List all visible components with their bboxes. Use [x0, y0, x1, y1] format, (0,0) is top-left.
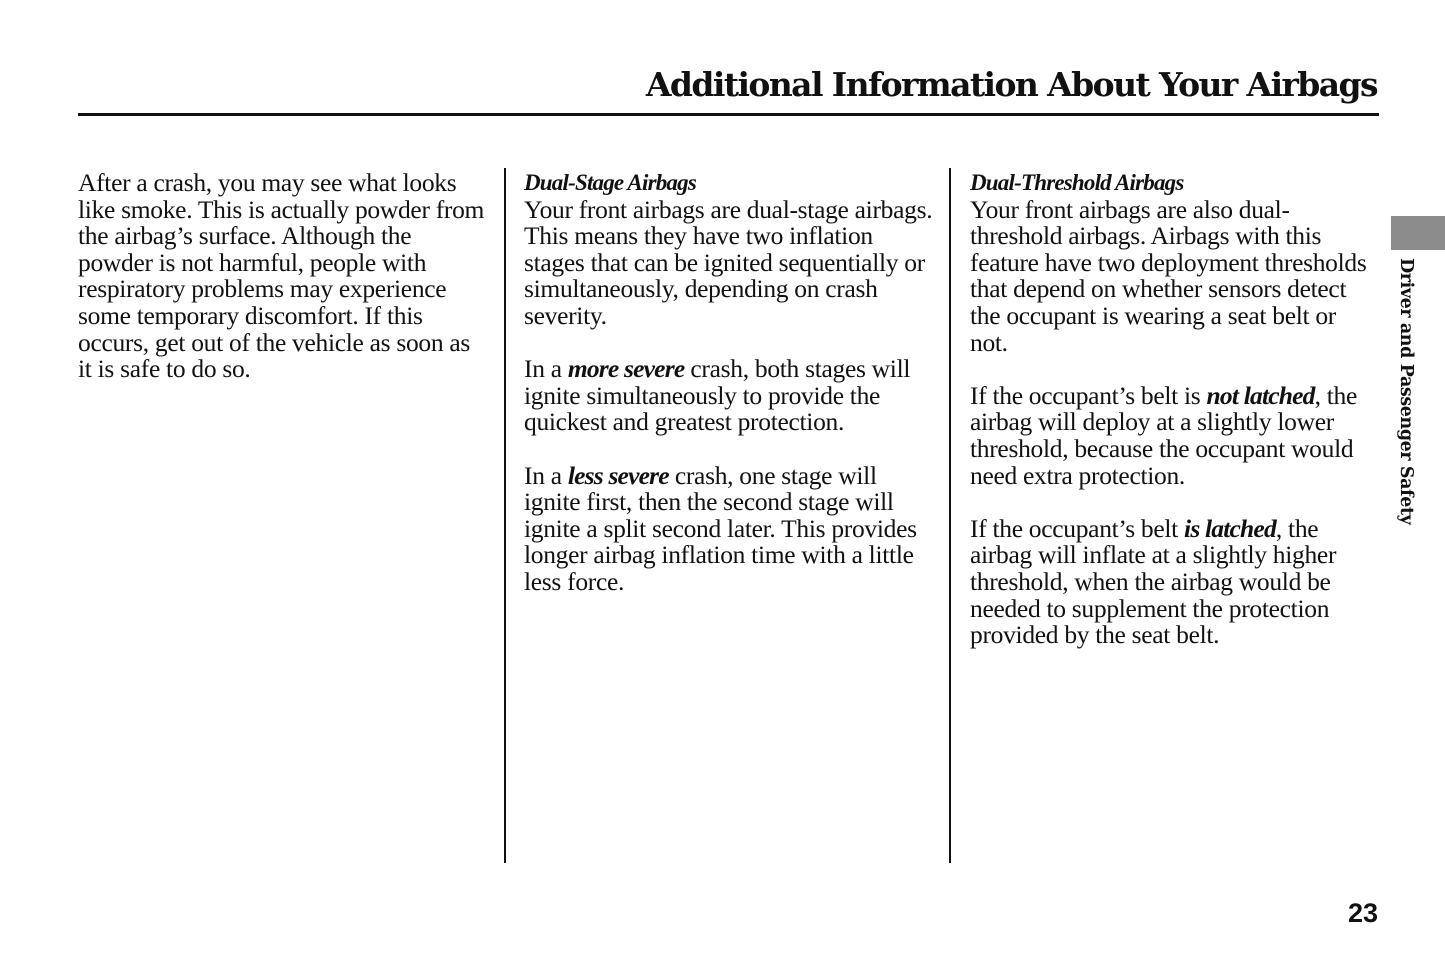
after-crash-paragraph: After a crash, you may see what looks like smoke. This is actually powder from the airbag’s surface. Although the powder is not harmful, people with respiratory problems may experience some temporary discomfort. If this occurs, get out of the vehicle as soon as it is safe to do so. — [78, 168, 485, 384]
dual-stage-heading: Dual-Stage Airbags — [524, 170, 696, 195]
more-severe-text-after: crash, both stages will ignite simultaneously to provide the quickest and greatest protection. — [524, 354, 911, 437]
more-severe-emphasis: more severe — [567, 354, 685, 384]
more-severe-text-before: In a — [524, 354, 568, 384]
more-severe-paragraph — [524, 356, 936, 436]
section-side-label: Driver and Passenger Safety — [1396, 258, 1416, 525]
is-latched-emphasis: is latched — [1184, 513, 1276, 543]
page-number: 23 — [1347, 898, 1378, 928]
page-title: Additional Information About Your Airbags — [645, 65, 1377, 104]
less-severe-emphasis: less severe — [567, 460, 669, 490]
column-divider-2 — [949, 168, 951, 863]
less-severe-paragraph — [524, 460, 936, 596]
is-latched-paragraph — [970, 513, 1378, 650]
dual-threshold-intro-paragraph: Your front airbags are also dual-threshold airbags. Airbags with this feature have two deployment thresholds that depend on whether sensors detect the occupant is wearing a seat belt or not. — [970, 194, 1367, 357]
not-latched-text-after: , the airbag will deploy at a slightly lower threshold, because the occupant would need extra protection. — [970, 380, 1358, 490]
column-dual-stage — [524, 170, 936, 622]
column-divider-1 — [504, 168, 506, 863]
section-tab-marker — [1391, 216, 1445, 250]
dual-threshold-heading: Dual-Threshold Airbags — [970, 170, 1184, 195]
less-severe-text-before: In a — [524, 460, 568, 490]
column-dual-threshold — [970, 170, 1378, 675]
is-latched-text-before: If the occupant’s belt — [970, 513, 1185, 543]
dual-stage-intro-paragraph: Your front airbags are dual-stage airbags. This means they have two inflation stages that can be ignited sequentially or simultaneously, depending on crash severity. — [524, 194, 933, 330]
not-latched-emphasis: not latched — [1206, 380, 1315, 410]
title-rule — [78, 113, 1379, 116]
is-latched-text-after: , the airbag will inflate at a slightly higher threshold, when the airbag would be needed to supplement the protection provided by the seat belt. — [970, 513, 1337, 650]
not-latched-text-before: If the occupant’s belt is — [970, 380, 1207, 410]
not-latched-paragraph — [970, 380, 1378, 490]
column-after-crash — [78, 170, 488, 409]
less-severe-text-after: crash, one stage will ignite first, then the second stage will ignite a split second later. This provides longer airbag inflation time with a little less force. — [524, 460, 917, 596]
